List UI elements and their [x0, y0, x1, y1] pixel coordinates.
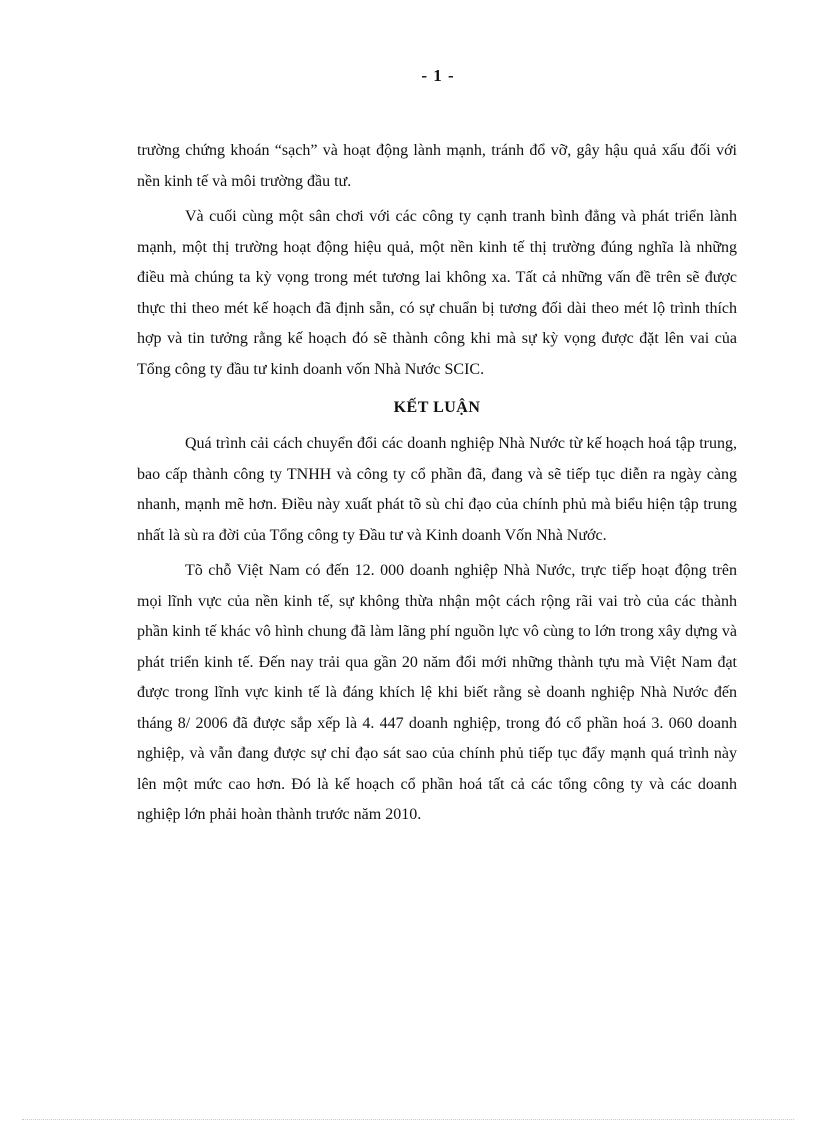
- page-bottom-divider: [22, 1119, 794, 1120]
- paragraph-conclusion-2: Tõ chỗ Việt Nam có đến 12. 000 doanh nghiệp Nhà Nước, trực tiếp hoạt động trên mọi lĩnh vực của nền kinh tế, sự không thừa nhận một cách rộng rãi vai trò của các thành phần kinh tế khác vô hình chung đã làm lãng phí nguồn lực vô cùng to lớn trong xây dựng và phát triển kinh tế. Đến nay trải qua gần 20 năm đổi mới những thành tựu mà Việt Nam đạt được trong lĩnh vực kinh tế là đáng khích lệ khi biết rằng sè doanh nghiệp Nhà Nước đến tháng 8/ 2006 đã được sắp xếp là 4. 447 doanh nghiệp, trong đó cổ phần hoá 3. 060 doanh nghiệp, và vẫn đang được sự chỉ đạo sát sao của chính phủ tiếp tục đẩy mạnh quá trình này lên một mức cao hơn. Đó là kế hoạch cổ phần hoá tất cả các tổng công ty và các doanh nghiệp lớn phải hoàn thành trước năm 2010.: [137, 562, 737, 823]
- body-text: [137, 136, 737, 831]
- paragraph-expectations: Và cuối cùng một sân chơi với các công ty cạnh tranh bình đẳng và phát triển lành mạnh, một thị trường hoạt động hiệu quả, một nền kinh tế thị trường đúng nghĩa là những điều mà chúng ta kỳ vọng trong mét tương lai không xa. Tất cả những vấn đề trên sẽ được thực thi theo mét kế hoạch đã định sẵn, có sự chuẩn bị tương đối dài theo mét lộ trình thích hợp và tin tưởng rằng kế hoạch đó sẽ thành công khi mà sự kỳ vọng được đặt lên vai của Tổng công ty đầu tư kinh doanh vốn Nhà Nước SCIC.: [137, 208, 737, 378]
- paragraph-conclusion-1: Quá trình cải cách chuyển đổi các doanh nghiệp Nhà Nước từ kế hoạch hoá tập trung, bao cấp thành công ty TNHH và công ty cổ phần đã, đang và sẽ tiếp tục diễn ra ngày càng nhanh, mạnh mẽ hơn. Điều này xuất phát tõ sù chỉ đạo của chính phủ mà biểu hiện tập trung nhất là sù ra đời của Tổng công ty Đầu tư và Kinh doanh Vốn Nhà Nước.: [137, 435, 737, 544]
- section-heading-conclusion: KẾT LUẬN: [393, 399, 481, 416]
- page-number: - 1 -: [421, 66, 455, 85]
- paragraph-continuation: trường chứng khoán “sạch” và hoạt động lành mạnh, tránh đổ vỡ, gây hậu quả xấu đối với nền kinh tế và môi trường đầu tư.: [137, 142, 737, 190]
